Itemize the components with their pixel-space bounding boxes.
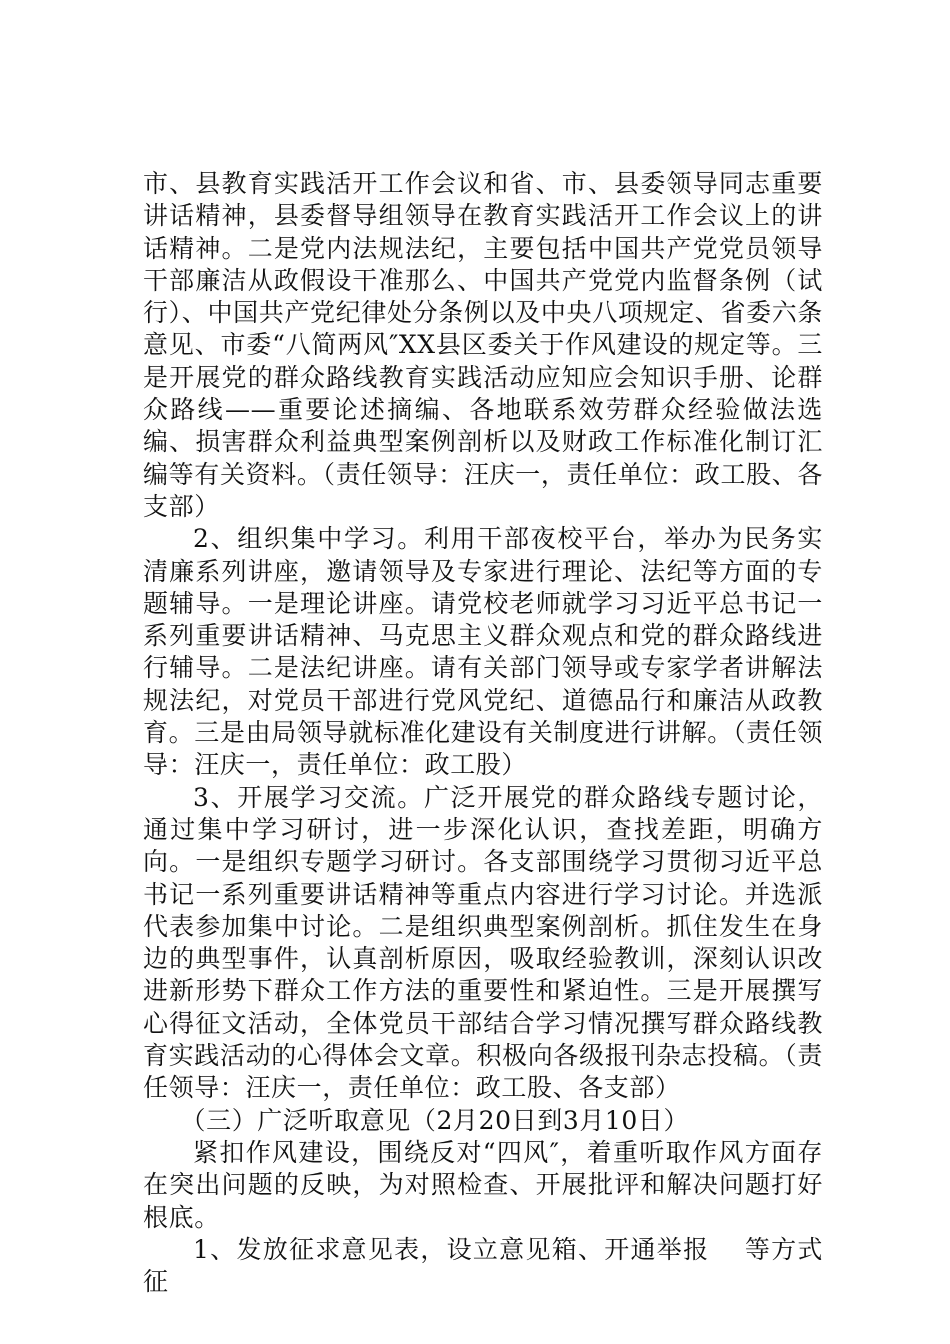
- paragraph-study-materials: 市、县教育实践活开工作会议和省、市、县委领导同志重要讲话精神，县委督导组领导在教育实践活开工作会议上的讲话精神。二是党内法规法纪，主要包括中国共产党党员领导干部廉洁从政假设干准那么、中国共产党党内监督条例（试行）、中国共产党纪律处分条例以及中央八项规定、省委六条意见、市委“八简两风″XX县区委关于作风建设的规定等。三是开展党的群众路线教育实践活动应知应会知识手册、论群众路线——重要论述摘编、各地联系效劳群众经验做法选编、损害群众利益典型案例剖析以及财政工作标准化制订汇编等有关资料。（责任领导：汪庆一，责任单位：政工股、各支部）: [143, 169, 823, 521]
- paragraph-centralized-study: 2、组织集中学习。利用干部夜校平台，举办为民务实清廉系列讲座，邀请领导及专家进行理论、法纪等方面的专题辅导。一是理论讲座。请党校老师就学习习近平总书记一系列重要讲话精神、马克思主义群众观点和党的群众路线进行辅导。二是法纪讲座。请有关部门领导或专家学者讲解法规法纪，对党员干部进行党风党纪、道德品行和廉洁从政教育。三是由局领导就标准化建设有关制度进行讲解。（责任领导：汪庆一，责任单位：政工股）: [143, 524, 823, 780]
- paragraph-study-exchange: 3、开展学习交流。广泛开展党的群众路线专题讨论，通过集中学习研讨，进一步深化认识，查找差距，明确方向。一是组织专题学习研讨。各支部围绕学习贯彻习近平总书记一系列重要讲话精神等重点内容进行学习讨论。并选派代表参加集中讨论。二是组织典型案例剖析。抓住发生在身边的典型事件，认真剖析原因，吸取经验教训，深刻认识改进新形势下群众工作方法的重要性和紧迫性。三是开展撰写心得征文活动，全体党员干部结合学习情况撰写群众路线教育实践活动的心得体会文章。积极向各级报刊杂志投稿。（责任领导：汪庆一，责任单位：政工股、各支部）: [143, 782, 823, 1103]
- paragraph-opinion-forms: 1、发放征求意见表，设立意见箱、开通举报 等方式征: [143, 1234, 823, 1297]
- paragraph-work-style: 紧扣作风建设，围绕反对“四风″，着重听取作风方面存在突出问题的反映，为对照检查、开展批评和解决问题打好根底。: [143, 1137, 823, 1232]
- section-heading-listen-opinions: （三）广泛听取意见（2月20日到3月10日）: [180, 1105, 690, 1135]
- document-body: [143, 168, 823, 1298]
